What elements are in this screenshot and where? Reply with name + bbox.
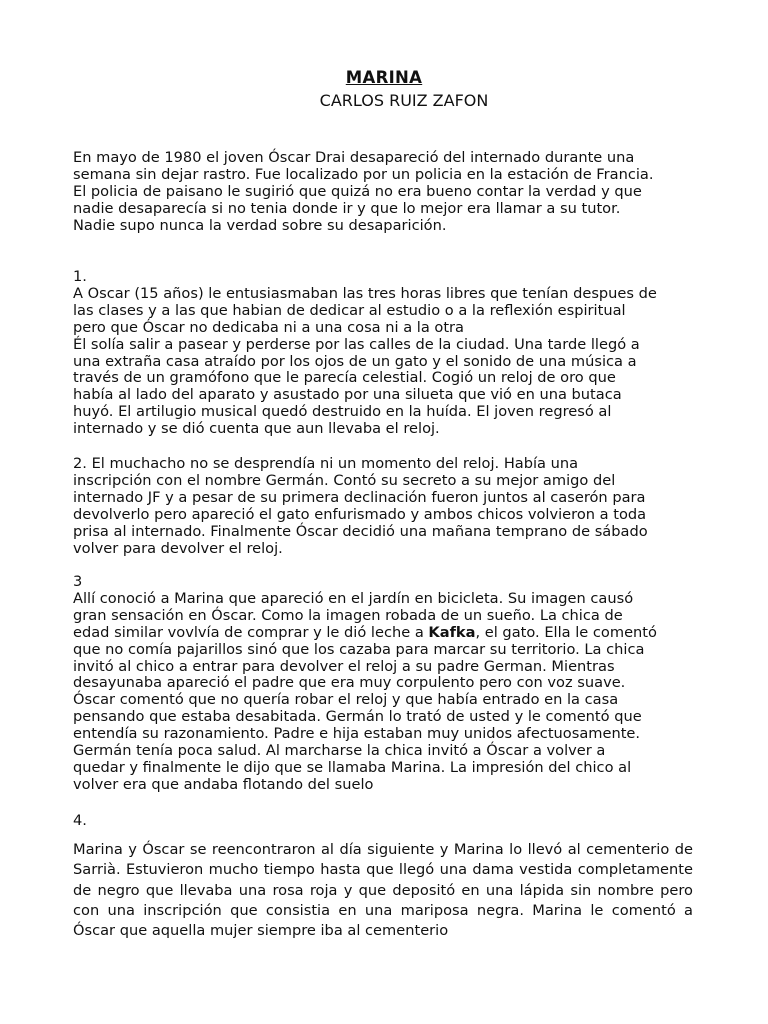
intro-line: El policia de paisano le sugirió que quizá no era bueno contar la verdad y que [73, 182, 642, 200]
section-1-line: A Oscar (15 años) le entusiasmaban las tres horas libres que tenían despues de [73, 284, 657, 302]
intro-paragraph [73, 150, 703, 235]
section-3-line: entendía su razonamiento. Padre e hija estaban muy unidos afectuosamente. [73, 725, 641, 743]
section-3-line: volver era que andaba flotando del suelo [73, 775, 374, 793]
intro-line: En mayo de 1980 el joven Óscar Drai desapareció del internado durante una [73, 149, 635, 166]
section-1-line: huyó. El artilugio musical quedó destruido en la huída. El joven regresó al [73, 403, 612, 421]
section-2 [73, 456, 703, 557]
intro-line: Nadie supo nunca la verdad sobre su desaparición. [73, 216, 447, 234]
cat-name-bold: Kafka [428, 623, 476, 641]
section-1-line: pero que Óscar no dedicaba ni a una cosa ni a la otra [73, 318, 465, 336]
section-3-line: desayunaba apareció el padre que era muy corpulento pero con voz suave. [73, 674, 626, 692]
section-3-text: edad similar vovlvía de comprar y le dió leche a [73, 623, 429, 641]
section-1 [73, 269, 703, 438]
intro-line: semana sin dejar rastro. Fue localizado por un policia en la estación de Francia. [73, 165, 654, 183]
section-1-line: internado y se dió cuenta que aun llevaba el reloj. [73, 420, 440, 438]
section-3-line: Allí conoció a Marina que apareció en el jardín en bicicleta. Su imagen causó [73, 589, 634, 607]
document-title: MARINA [345, 68, 423, 87]
section-3-line: gran sensación en Óscar. Como la imagen robada de un sueño. La chica de [73, 606, 623, 624]
section-1-line: Él solía salir a pasear y perderse por las calles de la ciudad. Una tarde llegó a [73, 335, 640, 353]
section-3 [73, 574, 703, 794]
section-1-heading: 1. [73, 268, 87, 285]
section-2-line: 2. El muchacho no se desprendía ni un momento del reloj. Había una [73, 455, 579, 472]
section-2-line: inscripción con el nombre Germán. Contó su secreto a su mejor amigo del [73, 471, 616, 489]
section-1-line: una extraña casa atraído por los ojos de un gato y el sonido de una música a [73, 352, 637, 370]
section-1-line: través de un gramófono que le parecía celestial. Cogió un reloj de oro que [73, 369, 616, 387]
section-4-paragraph: Marina y Óscar se reencontraron al día siguiente y Marina lo llevó al cementerio de Sarrià. Estuvieron mucho tiempo hasta que llegó una dama vestida completamente de negro que llevaba una rosa roja y que depositó en una lápida sin nombre pero con una inscripción que consistia en una mariposa negra. Marina le comentó a Óscar que aquella mujer siempre iba al cementerio [73, 841, 693, 940]
section-4-heading: 4. [73, 812, 87, 829]
intro-line: nadie desaparecía si no tenia donde ir y que lo mejor era llamar a su tutor. [73, 199, 621, 217]
section-1-line: había al lado del aparato y asustado por una silueta que vió en una butaca [73, 386, 622, 404]
section-2-line: devolverlo pero apareció el gato enfurismado y ambos chicos volvieron a toda [73, 505, 647, 523]
section-3-line: que no comía pajarillos sinó que los cazaba para marcar su territorio. La chica [73, 640, 645, 658]
section-2-line: prisa al internado. Finalmente Óscar decidió una mañana temprano de sábado [73, 522, 648, 540]
section-3-line: invitó al chico a entrar para devolver el reloj a su padre German. Mientras [73, 657, 615, 675]
section-2-line: volver para devolver el reloj. [73, 539, 283, 557]
section-2-line: internado JF y a pesar de su primera declinación fueron juntos al caserón para [73, 488, 646, 506]
section-1-line: las clases y a las que habian de dedicar al estudio o a la reflexión espiritual [73, 301, 626, 319]
section-3-text: , el gato. Ella le comentó [475, 623, 657, 641]
section-3-line: pensando que estaba desabitada. Germán lo trató de usted y le comentó que [73, 708, 642, 726]
section-3-line [73, 625, 703, 642]
section-3-line: Óscar comentó que no quería robar el reloj y que había entrado en la casa [73, 691, 619, 709]
section-3-line: Germán tenía poca salud. Al marcharse la chica invitó a Óscar a volver a [73, 742, 606, 760]
section-3-heading: 3 [73, 573, 83, 590]
section-3-line: quedar y finalmente le dijo que se llamaba Marina. La impresión del chico al [73, 758, 632, 776]
document-author: CARLOS RUIZ ZAFON [319, 91, 489, 110]
